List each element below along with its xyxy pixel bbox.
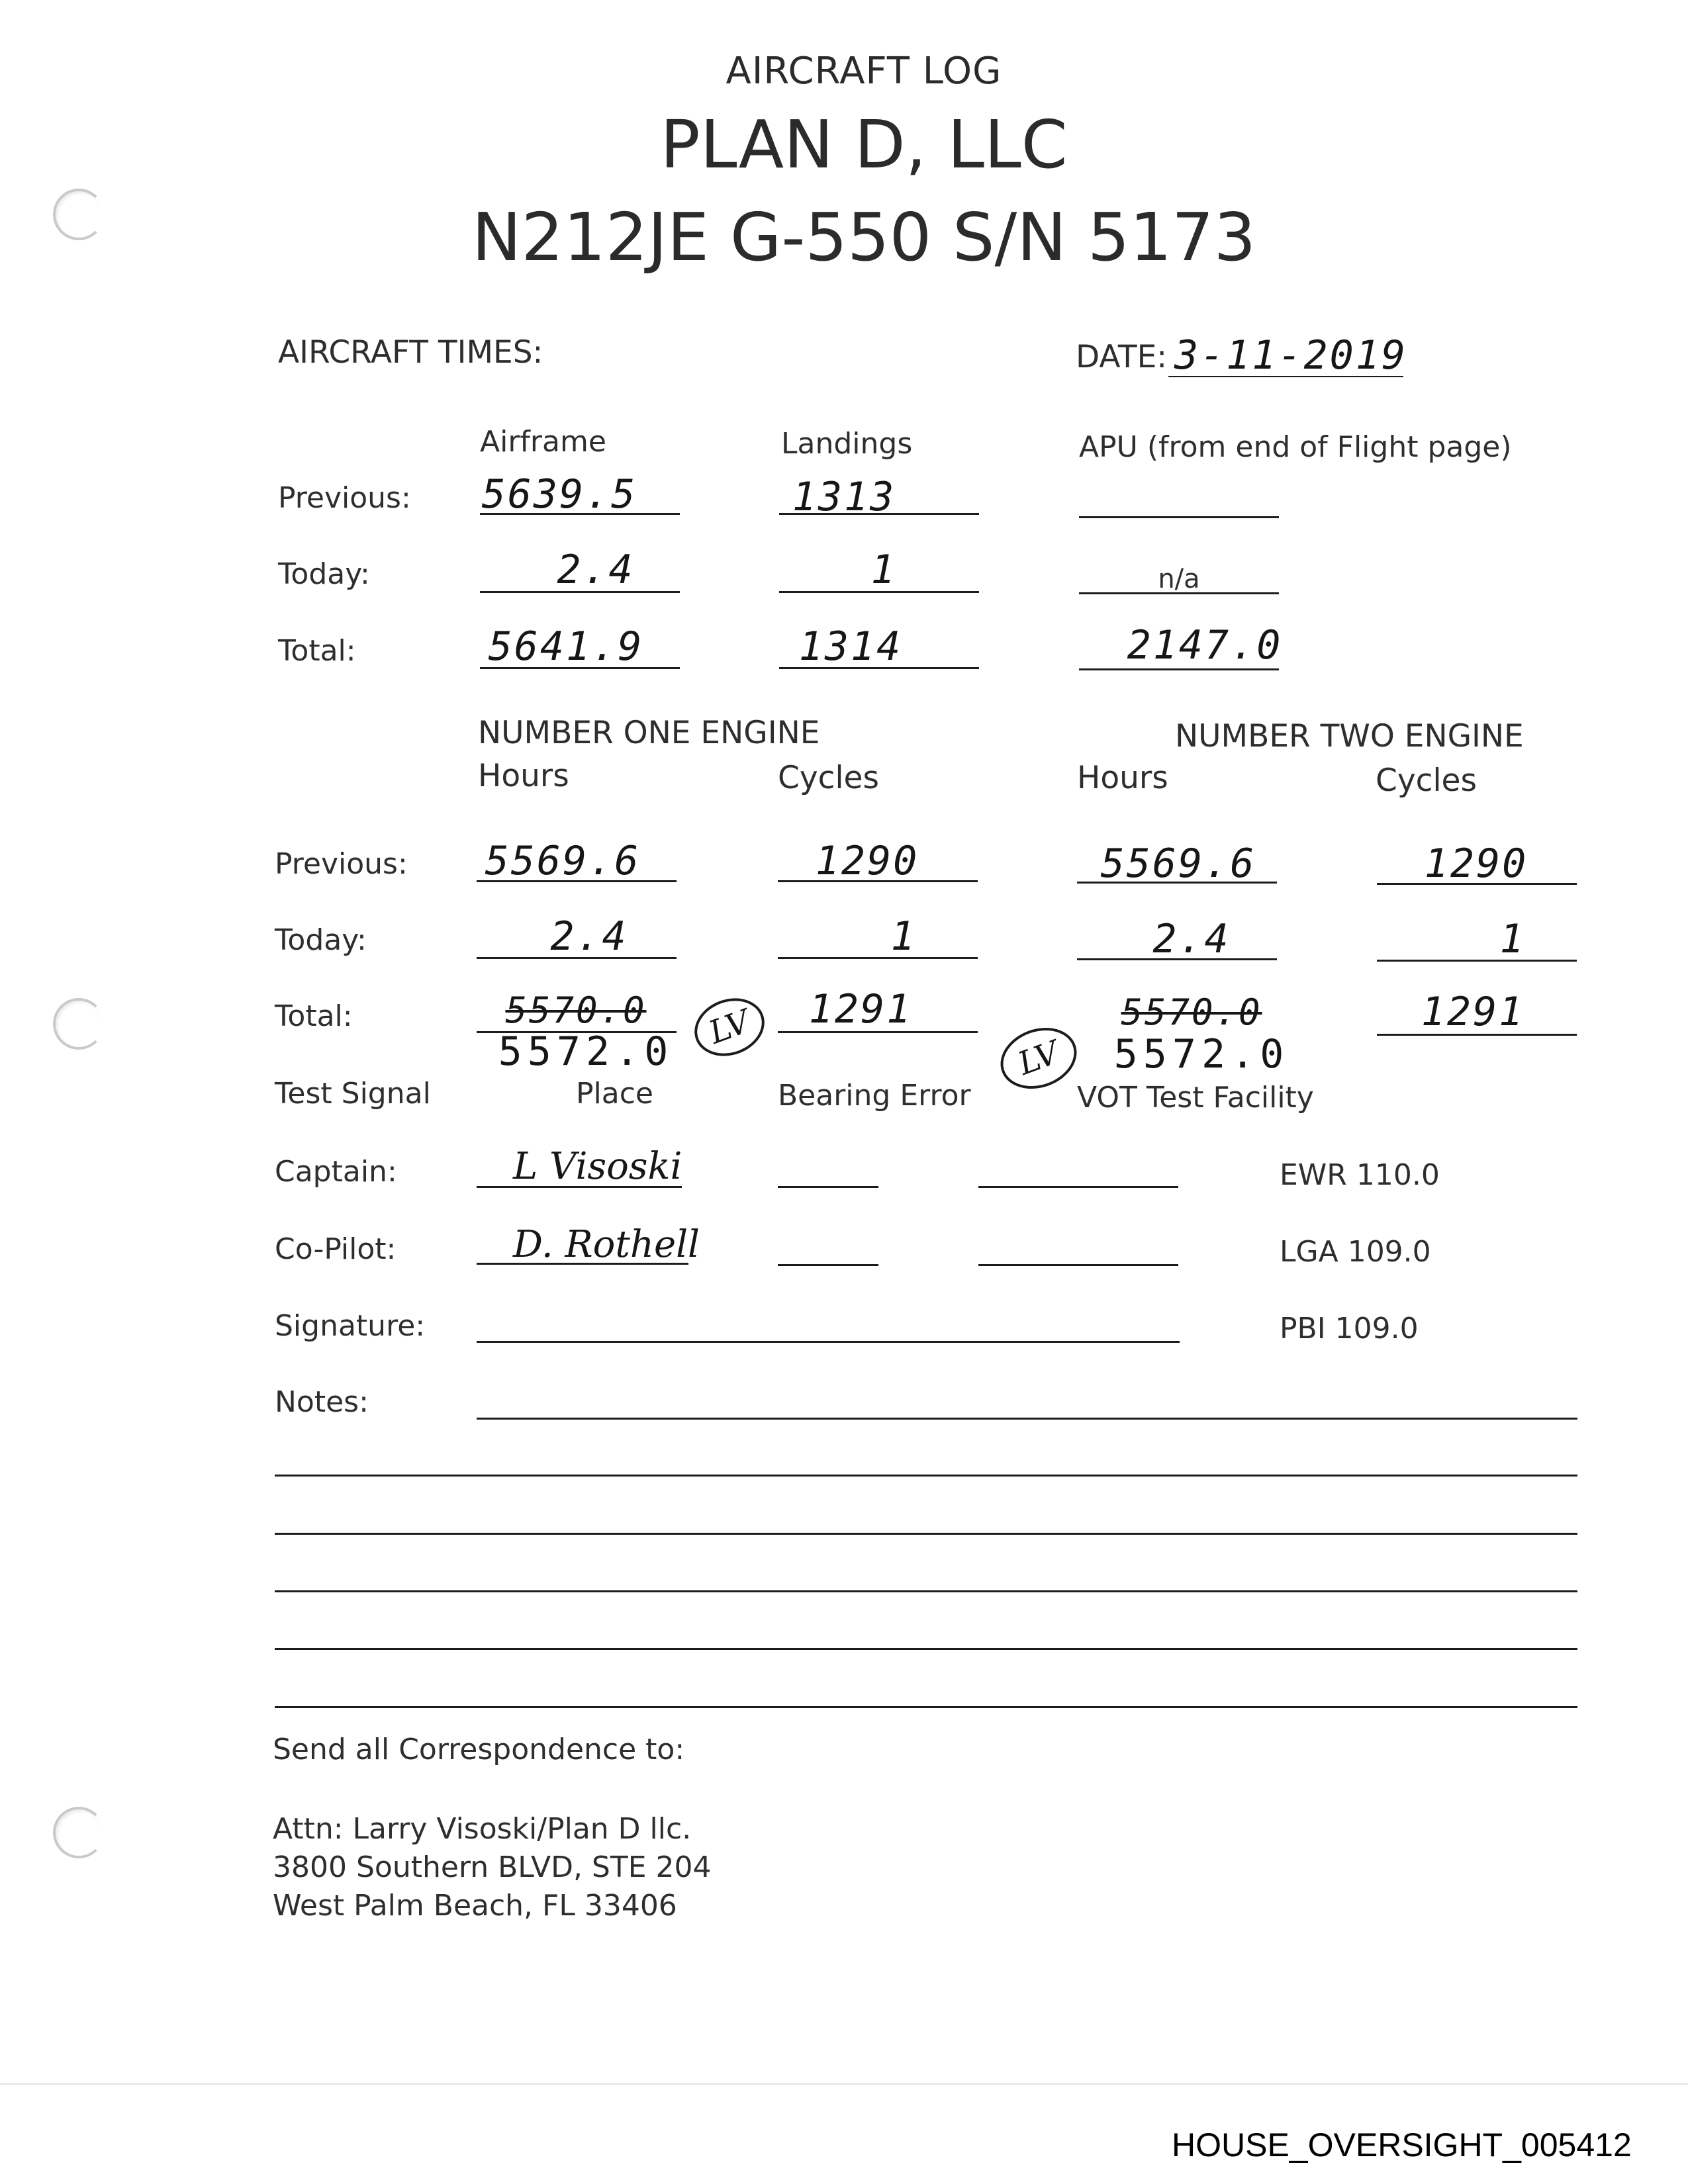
row-today-label: Today:: [278, 557, 370, 591]
row-previous-label: Previous:: [278, 481, 411, 515]
engine-two-cycles-today-value: 1: [1499, 916, 1526, 962]
engine-two-hours-label: Hours: [1077, 760, 1168, 796]
airframe-total-value: 5641.9: [488, 623, 644, 670]
scan-edge-line: [0, 2083, 1688, 2085]
copilot-signature: D. Rothell: [513, 1223, 700, 1266]
address-line-2: West Palm Beach, FL 33406: [273, 1889, 677, 1923]
attn-line: Attn: Larry Visoski/Plan D llc.: [273, 1812, 692, 1846]
apu-previous-line: [1079, 516, 1279, 518]
facility-pbi: PBI 109.0: [1280, 1312, 1419, 1345]
col-landings: Landings: [781, 427, 913, 461]
col-airframe: Airframe: [480, 425, 606, 459]
send-correspondence: Send all Correspondence to:: [273, 1733, 685, 1766]
captain-label: Captain:: [275, 1155, 397, 1189]
engine-one-initials: LV: [686, 989, 773, 1066]
date-label: DATE:: [1076, 339, 1168, 375]
date-value: 3-11-2019: [1174, 332, 1408, 379]
notes-line-3: [275, 1533, 1577, 1535]
vot-facility-label: VOT Test Facility: [1077, 1081, 1314, 1115]
engine-row-today-label: Today:: [275, 923, 367, 957]
signature-line: [477, 1341, 1180, 1343]
bearing-error-label: Bearing Error: [778, 1079, 971, 1113]
engine-one-title: NUMBER ONE ENGINE: [478, 715, 820, 751]
engine-one-hours-total-struck: 5570.0: [505, 989, 647, 1031]
landings-today-value: 1: [870, 547, 897, 593]
engine-two-hours-total-struck: 5570.0: [1121, 991, 1262, 1033]
binder-hole-middle: [53, 998, 105, 1050]
signature-label: Signature:: [275, 1309, 426, 1343]
captain-bearing-line: [778, 1186, 878, 1188]
engine-two-cycles-label: Cycles: [1376, 762, 1477, 799]
engine-two-initials: LV: [992, 1017, 1086, 1099]
landings-total-value: 1314: [798, 623, 903, 670]
doc-title: AIRCRAFT LOG: [726, 50, 1002, 93]
engine-two-hours-previous-value: 5569.6: [1100, 841, 1256, 887]
engine-two-title: NUMBER TWO ENGINE: [1175, 718, 1524, 754]
col-apu: APU (from end of Flight page): [1079, 430, 1512, 464]
captain-vot-line: [978, 1186, 1178, 1188]
notes-line-4: [275, 1590, 1577, 1592]
engine-two-hours-total-value: 5572.0: [1113, 1031, 1289, 1077]
notes-line-6: [275, 1706, 1577, 1708]
apu-total-value: 2147.0: [1127, 622, 1283, 668]
engine-one-hours-today-value: 2.4: [550, 913, 628, 960]
date-underline: [1168, 376, 1403, 377]
engine-one-cycles-total-value: 1291: [808, 986, 913, 1032]
engine-one-cycles-today-value: 1: [890, 913, 917, 960]
facility-lga: LGA 109.0: [1280, 1235, 1431, 1269]
engine-one-cycles-label: Cycles: [778, 760, 879, 796]
engine-row-total-label: Total:: [275, 999, 353, 1033]
engine-two-cycles-previous-value: 1290: [1424, 841, 1528, 887]
row-total-label: Total:: [278, 634, 356, 668]
landings-previous-value: 1313: [792, 474, 896, 520]
airframe-previous-value: 5639.5: [481, 471, 637, 518]
engine-two-cycles-total-value: 1291: [1421, 989, 1525, 1035]
notes-line-2: [275, 1475, 1577, 1477]
notes-label: Notes:: [275, 1385, 369, 1419]
aircraft-times-label: AIRCRAFT TIMES:: [278, 334, 543, 371]
apu-total-line: [1079, 668, 1279, 670]
engine-row-previous-label: Previous:: [275, 847, 408, 881]
test-signal-label: Test Signal: [275, 1077, 431, 1111]
engine-one-hours-label: Hours: [478, 758, 569, 794]
engine-one-cycles-previous-value: 1290: [815, 838, 919, 884]
engine-one-hours-previous-value: 5569.6: [485, 838, 641, 884]
copilot-bearing-line: [778, 1264, 878, 1266]
captain-signature: L Visoski: [513, 1145, 682, 1188]
apu-today-value: n/a: [1158, 564, 1200, 594]
binder-hole-bottom: [53, 1807, 105, 1858]
notes-line-5: [275, 1648, 1577, 1650]
copilot-label: Co-Pilot:: [275, 1232, 397, 1266]
place-label: Place: [576, 1077, 653, 1111]
aircraft-id: N212JE G-550 S/N 5173: [471, 199, 1256, 276]
company-name: PLAN D, LLC: [660, 106, 1068, 183]
engine-two-hours-today-value: 2.4: [1152, 916, 1231, 962]
address-line-1: 3800 Southern BLVD, STE 204: [273, 1850, 712, 1884]
notes-line-1: [477, 1418, 1577, 1420]
bates-number: HOUSE_OVERSIGHT_005412: [1172, 2126, 1632, 2163]
facility-ewr: EWR 110.0: [1280, 1158, 1440, 1192]
copilot-vot-line: [978, 1264, 1178, 1266]
airframe-today-value: 2.4: [557, 547, 635, 593]
engine-one-hours-total-value: 5572.0: [498, 1028, 674, 1075]
